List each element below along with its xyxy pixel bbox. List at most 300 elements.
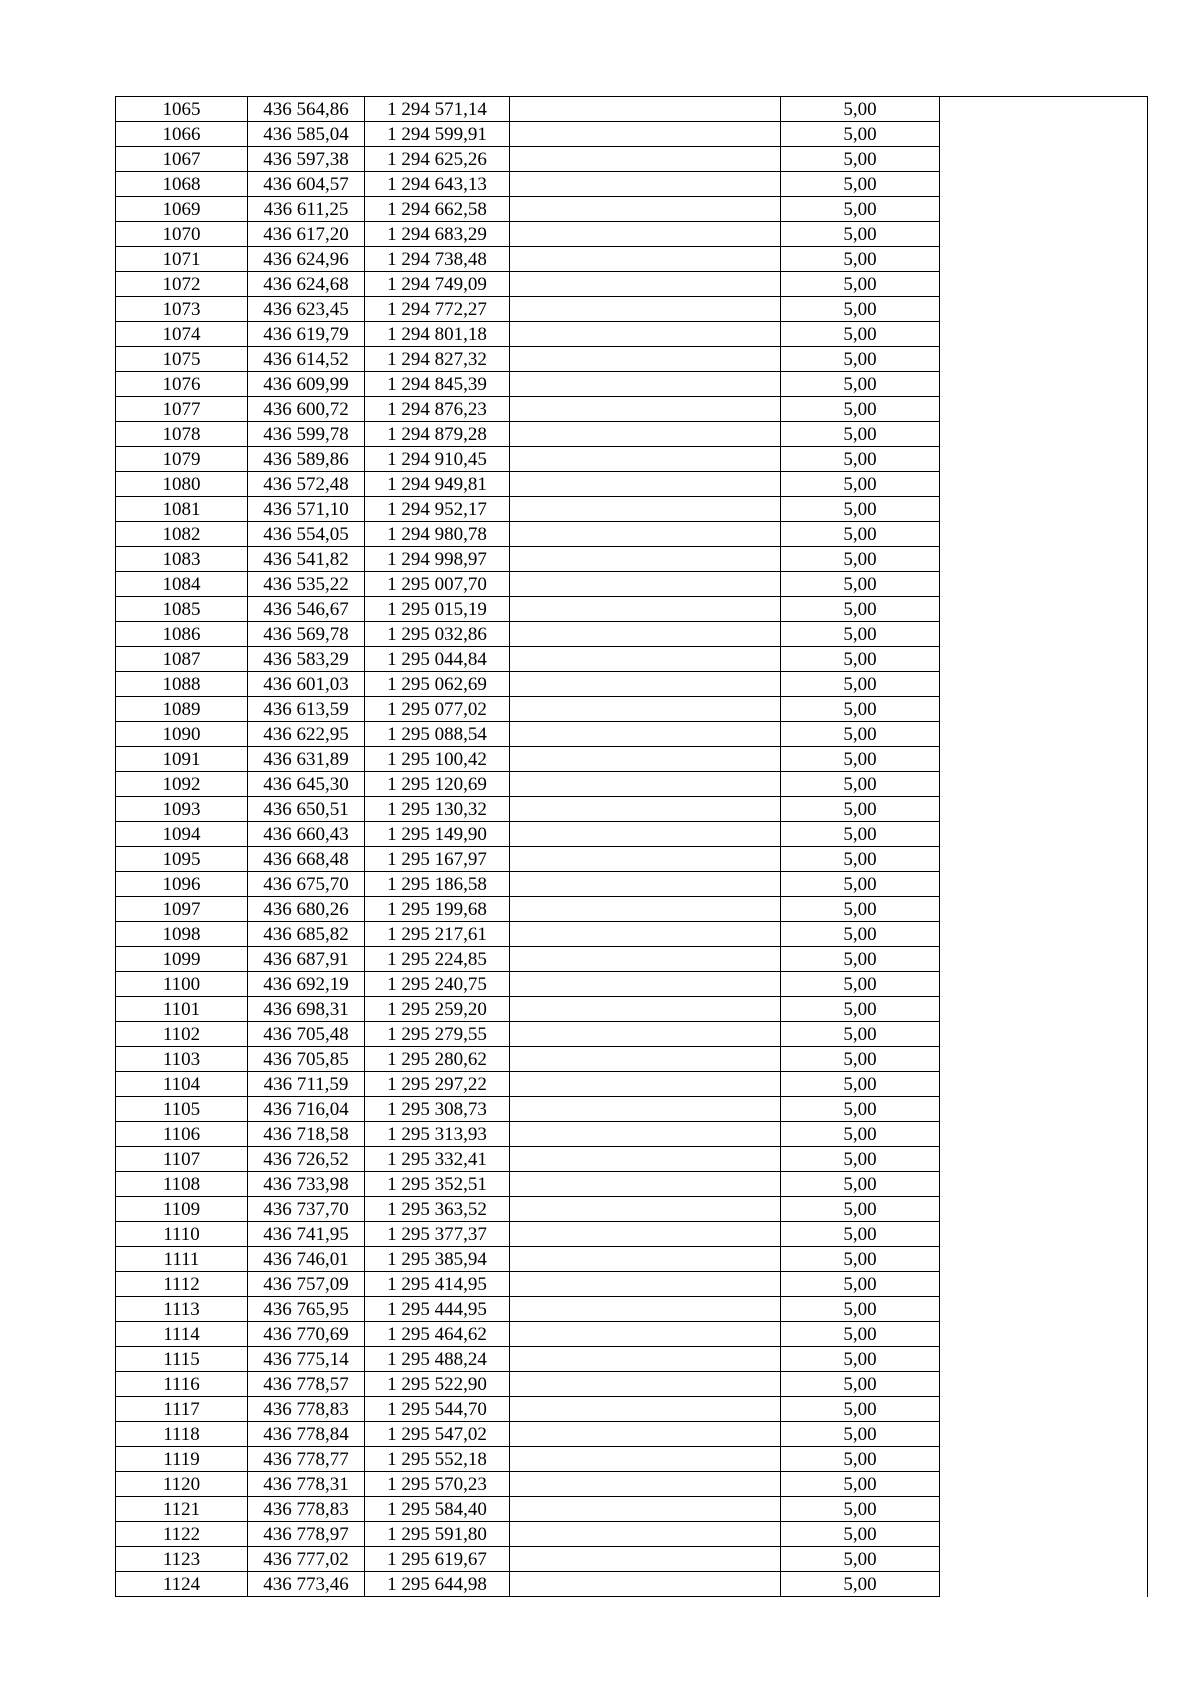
accuracy-cell: 5,00 [781, 222, 940, 247]
y-coordinate-cell: 1 294 643,13 [365, 172, 510, 197]
table-row [116, 597, 1148, 622]
y-coordinate-cell: 1 295 313,93 [365, 1122, 510, 1147]
empty-cell [510, 397, 781, 422]
table-row [116, 697, 1148, 722]
accuracy-cell: 5,00 [781, 1397, 940, 1422]
y-coordinate-cell: 1 295 488,24 [365, 1347, 510, 1372]
note-cell [940, 97, 1148, 122]
note-cell [940, 1347, 1148, 1372]
table-row [116, 1197, 1148, 1222]
point-number-cell: 1091 [116, 747, 248, 772]
x-coordinate-cell: 436 571,10 [248, 497, 365, 522]
empty-cell [510, 1272, 781, 1297]
empty-cell [510, 797, 781, 822]
x-coordinate-cell: 436 726,52 [248, 1147, 365, 1172]
accuracy-cell: 5,00 [781, 472, 940, 497]
y-coordinate-cell: 1 295 308,73 [365, 1097, 510, 1122]
accuracy-cell: 5,00 [781, 1372, 940, 1397]
y-coordinate-cell: 1 295 297,22 [365, 1072, 510, 1097]
x-coordinate-cell: 436 680,26 [248, 897, 365, 922]
point-number-cell: 1092 [116, 772, 248, 797]
table-row [116, 572, 1148, 597]
y-coordinate-cell: 1 295 570,23 [365, 1472, 510, 1497]
note-cell [940, 822, 1148, 847]
point-number-cell: 1089 [116, 697, 248, 722]
accuracy-cell: 5,00 [781, 1572, 940, 1597]
x-coordinate-cell: 436 765,95 [248, 1297, 365, 1322]
note-cell [940, 972, 1148, 997]
note-cell [940, 1572, 1148, 1597]
point-number-cell: 1098 [116, 922, 248, 947]
x-coordinate-cell: 436 650,51 [248, 797, 365, 822]
point-number-cell: 1066 [116, 122, 248, 147]
y-coordinate-cell: 1 295 644,98 [365, 1572, 510, 1597]
table-row [116, 122, 1148, 147]
empty-cell [510, 372, 781, 397]
y-coordinate-cell: 1 294 571,14 [365, 97, 510, 122]
y-coordinate-cell: 1 295 544,70 [365, 1397, 510, 1422]
point-number-cell: 1078 [116, 422, 248, 447]
empty-cell [510, 1297, 781, 1322]
accuracy-cell: 5,00 [781, 947, 940, 972]
x-coordinate-cell: 436 685,82 [248, 922, 365, 947]
accuracy-cell: 5,00 [781, 272, 940, 297]
y-coordinate-cell: 1 295 619,67 [365, 1547, 510, 1572]
x-coordinate-cell: 436 600,72 [248, 397, 365, 422]
x-coordinate-cell: 436 675,70 [248, 872, 365, 897]
empty-cell [510, 922, 781, 947]
note-cell [940, 147, 1148, 172]
x-coordinate-cell: 436 611,25 [248, 197, 365, 222]
empty-cell [510, 472, 781, 497]
table-row [116, 322, 1148, 347]
accuracy-cell: 5,00 [781, 697, 940, 722]
x-coordinate-cell: 436 589,86 [248, 447, 365, 472]
table-row [116, 447, 1148, 472]
empty-cell [510, 1397, 781, 1422]
accuracy-cell: 5,00 [781, 722, 940, 747]
note-cell [940, 922, 1148, 947]
point-number-cell: 1081 [116, 497, 248, 522]
point-number-cell: 1103 [116, 1047, 248, 1072]
empty-cell [510, 1572, 781, 1597]
accuracy-cell: 5,00 [781, 247, 940, 272]
note-cell [940, 1097, 1148, 1122]
note-cell [940, 747, 1148, 772]
x-coordinate-cell: 436 705,85 [248, 1047, 365, 1072]
empty-cell [510, 1347, 781, 1372]
point-number-cell: 1119 [116, 1447, 248, 1472]
y-coordinate-cell: 1 295 552,18 [365, 1447, 510, 1472]
note-cell [940, 1047, 1148, 1072]
empty-cell [510, 297, 781, 322]
x-coordinate-cell: 436 733,98 [248, 1172, 365, 1197]
x-coordinate-cell: 436 609,99 [248, 372, 365, 397]
point-number-cell: 1080 [116, 472, 248, 497]
y-coordinate-cell: 1 295 199,68 [365, 897, 510, 922]
accuracy-cell: 5,00 [781, 897, 940, 922]
x-coordinate-cell: 436 770,69 [248, 1322, 365, 1347]
note-cell [940, 597, 1148, 622]
y-coordinate-cell: 1 294 876,23 [365, 397, 510, 422]
accuracy-cell: 5,00 [781, 1422, 940, 1447]
empty-cell [510, 1197, 781, 1222]
note-cell [940, 697, 1148, 722]
x-coordinate-cell: 436 541,82 [248, 547, 365, 572]
table-row [116, 972, 1148, 997]
accuracy-cell: 5,00 [781, 1147, 940, 1172]
note-cell [940, 347, 1148, 372]
coordinates-table-body [116, 97, 1148, 1597]
empty-cell [510, 697, 781, 722]
empty-cell [510, 172, 781, 197]
y-coordinate-cell: 1 295 015,19 [365, 597, 510, 622]
note-cell [940, 1222, 1148, 1247]
table-row [116, 1547, 1148, 1572]
table-row [116, 847, 1148, 872]
table-row [116, 1097, 1148, 1122]
x-coordinate-cell: 436 604,57 [248, 172, 365, 197]
x-coordinate-cell: 436 737,70 [248, 1197, 365, 1222]
x-coordinate-cell: 436 624,68 [248, 272, 365, 297]
empty-cell [510, 1022, 781, 1047]
accuracy-cell: 5,00 [781, 347, 940, 372]
accuracy-cell: 5,00 [781, 372, 940, 397]
table-row [116, 1297, 1148, 1322]
point-number-cell: 1090 [116, 722, 248, 747]
y-coordinate-cell: 1 295 062,69 [365, 672, 510, 697]
accuracy-cell: 5,00 [781, 1247, 940, 1272]
y-coordinate-cell: 1 295 363,52 [365, 1197, 510, 1222]
note-cell [940, 1497, 1148, 1522]
accuracy-cell: 5,00 [781, 822, 940, 847]
point-number-cell: 1088 [116, 672, 248, 697]
note-cell [940, 1472, 1148, 1497]
point-number-cell: 1121 [116, 1497, 248, 1522]
point-number-cell: 1070 [116, 222, 248, 247]
accuracy-cell: 5,00 [781, 172, 940, 197]
point-number-cell: 1116 [116, 1372, 248, 1397]
x-coordinate-cell: 436 668,48 [248, 847, 365, 872]
note-cell [940, 372, 1148, 397]
empty-cell [510, 147, 781, 172]
y-coordinate-cell: 1 295 100,42 [365, 747, 510, 772]
empty-cell [510, 547, 781, 572]
x-coordinate-cell: 436 716,04 [248, 1097, 365, 1122]
accuracy-cell: 5,00 [781, 1522, 940, 1547]
x-coordinate-cell: 436 741,95 [248, 1222, 365, 1247]
note-cell [940, 322, 1148, 347]
accuracy-cell: 5,00 [781, 147, 940, 172]
y-coordinate-cell: 1 295 279,55 [365, 1022, 510, 1047]
note-cell [940, 1397, 1148, 1422]
note-cell [940, 622, 1148, 647]
x-coordinate-cell: 436 775,14 [248, 1347, 365, 1372]
accuracy-cell: 5,00 [781, 572, 940, 597]
note-cell [940, 797, 1148, 822]
y-coordinate-cell: 1 295 547,02 [365, 1422, 510, 1447]
empty-cell [510, 1522, 781, 1547]
empty-cell [510, 197, 781, 222]
note-cell [940, 1147, 1148, 1172]
y-coordinate-cell: 1 294 749,09 [365, 272, 510, 297]
y-coordinate-cell: 1 295 007,70 [365, 572, 510, 597]
table-row [116, 1397, 1148, 1422]
x-coordinate-cell: 436 619,79 [248, 322, 365, 347]
point-number-cell: 1104 [116, 1072, 248, 1097]
accuracy-cell: 5,00 [781, 1297, 940, 1322]
empty-cell [510, 1047, 781, 1072]
x-coordinate-cell: 436 777,02 [248, 1547, 365, 1572]
y-coordinate-cell: 1 294 683,29 [365, 222, 510, 247]
accuracy-cell: 5,00 [781, 872, 940, 897]
point-number-cell: 1072 [116, 272, 248, 297]
note-cell [940, 222, 1148, 247]
x-coordinate-cell: 436 757,09 [248, 1272, 365, 1297]
empty-cell [510, 1472, 781, 1497]
y-coordinate-cell: 1 295 280,62 [365, 1047, 510, 1072]
note-cell [940, 272, 1148, 297]
accuracy-cell: 5,00 [781, 972, 940, 997]
x-coordinate-cell: 436 778,97 [248, 1522, 365, 1547]
x-coordinate-cell: 436 687,91 [248, 947, 365, 972]
table-row [116, 1022, 1148, 1047]
accuracy-cell: 5,00 [781, 547, 940, 572]
point-number-cell: 1111 [116, 1247, 248, 1272]
point-number-cell: 1117 [116, 1397, 248, 1422]
y-coordinate-cell: 1 294 662,58 [365, 197, 510, 222]
point-number-cell: 1086 [116, 622, 248, 647]
accuracy-cell: 5,00 [781, 1272, 940, 1297]
accuracy-cell: 5,00 [781, 797, 940, 822]
x-coordinate-cell: 436 585,04 [248, 122, 365, 147]
note-cell [940, 897, 1148, 922]
empty-cell [510, 1372, 781, 1397]
table-row [116, 172, 1148, 197]
x-coordinate-cell: 436 778,77 [248, 1447, 365, 1472]
table-row [116, 497, 1148, 522]
table-row [116, 1372, 1148, 1397]
table-row [116, 97, 1148, 122]
table-row [116, 547, 1148, 572]
x-coordinate-cell: 436 599,78 [248, 422, 365, 447]
y-coordinate-cell: 1 295 217,61 [365, 922, 510, 947]
x-coordinate-cell: 436 718,58 [248, 1122, 365, 1147]
table-row [116, 947, 1148, 972]
accuracy-cell: 5,00 [781, 847, 940, 872]
point-number-cell: 1124 [116, 1572, 248, 1597]
empty-cell [510, 1422, 781, 1447]
x-coordinate-cell: 436 660,43 [248, 822, 365, 847]
empty-cell [510, 747, 781, 772]
note-cell [940, 1022, 1148, 1047]
y-coordinate-cell: 1 294 952,17 [365, 497, 510, 522]
note-cell [940, 947, 1148, 972]
x-coordinate-cell: 436 624,96 [248, 247, 365, 272]
table-row [116, 197, 1148, 222]
empty-cell [510, 122, 781, 147]
point-number-cell: 1120 [116, 1472, 248, 1497]
empty-cell [510, 947, 781, 972]
table-row [116, 647, 1148, 672]
y-coordinate-cell: 1 294 980,78 [365, 522, 510, 547]
note-cell [940, 647, 1148, 672]
x-coordinate-cell: 436 645,30 [248, 772, 365, 797]
y-coordinate-cell: 1 295 120,69 [365, 772, 510, 797]
table-row [116, 1172, 1148, 1197]
x-coordinate-cell: 436 583,29 [248, 647, 365, 672]
accuracy-cell: 5,00 [781, 1547, 940, 1572]
point-number-cell: 1085 [116, 597, 248, 622]
table-row [116, 1422, 1148, 1447]
accuracy-cell: 5,00 [781, 672, 940, 697]
x-coordinate-cell: 436 778,83 [248, 1397, 365, 1422]
table-row [116, 1572, 1148, 1597]
empty-cell [510, 847, 781, 872]
y-coordinate-cell: 1 295 385,94 [365, 1247, 510, 1272]
point-number-cell: 1068 [116, 172, 248, 197]
accuracy-cell: 5,00 [781, 1447, 940, 1472]
note-cell [940, 1297, 1148, 1322]
note-cell [940, 1197, 1148, 1222]
note-cell [940, 422, 1148, 447]
accuracy-cell: 5,00 [781, 1097, 940, 1122]
y-coordinate-cell: 1 295 186,58 [365, 872, 510, 897]
x-coordinate-cell: 436 554,05 [248, 522, 365, 547]
point-number-cell: 1115 [116, 1347, 248, 1372]
empty-cell [510, 722, 781, 747]
table-row [116, 1072, 1148, 1097]
y-coordinate-cell: 1 295 077,02 [365, 697, 510, 722]
note-cell [940, 1247, 1148, 1272]
accuracy-cell: 5,00 [781, 597, 940, 622]
point-number-cell: 1114 [116, 1322, 248, 1347]
y-coordinate-cell: 1 294 801,18 [365, 322, 510, 347]
point-number-cell: 1065 [116, 97, 248, 122]
point-number-cell: 1122 [116, 1522, 248, 1547]
note-cell [940, 1122, 1148, 1147]
x-coordinate-cell: 436 631,89 [248, 747, 365, 772]
empty-cell [510, 1247, 781, 1272]
y-coordinate-cell: 1 295 088,54 [365, 722, 510, 747]
note-cell [940, 1072, 1148, 1097]
point-number-cell: 1099 [116, 947, 248, 972]
table-row [116, 722, 1148, 747]
point-number-cell: 1083 [116, 547, 248, 572]
table-row [116, 1522, 1148, 1547]
empty-cell [510, 447, 781, 472]
empty-cell [510, 597, 781, 622]
table-row [116, 997, 1148, 1022]
x-coordinate-cell: 436 746,01 [248, 1247, 365, 1272]
y-coordinate-cell: 1 295 044,84 [365, 647, 510, 672]
table-row [116, 1272, 1148, 1297]
accuracy-cell: 5,00 [781, 1022, 940, 1047]
point-number-cell: 1093 [116, 797, 248, 822]
x-coordinate-cell: 436 778,31 [248, 1472, 365, 1497]
empty-cell [510, 1497, 781, 1522]
accuracy-cell: 5,00 [781, 122, 940, 147]
x-coordinate-cell: 436 705,48 [248, 1022, 365, 1047]
table-row [116, 247, 1148, 272]
empty-cell [510, 672, 781, 697]
point-number-cell: 1101 [116, 997, 248, 1022]
table-row [116, 347, 1148, 372]
empty-cell [510, 872, 781, 897]
point-number-cell: 1102 [116, 1022, 248, 1047]
x-coordinate-cell: 436 601,03 [248, 672, 365, 697]
table-row [116, 1347, 1148, 1372]
point-number-cell: 1110 [116, 1222, 248, 1247]
note-cell [940, 122, 1148, 147]
empty-cell [510, 222, 781, 247]
point-number-cell: 1082 [116, 522, 248, 547]
point-number-cell: 1108 [116, 1172, 248, 1197]
point-number-cell: 1084 [116, 572, 248, 597]
table-row [116, 1322, 1148, 1347]
y-coordinate-cell: 1 295 377,37 [365, 1222, 510, 1247]
note-cell [940, 1422, 1148, 1447]
y-coordinate-cell: 1 294 879,28 [365, 422, 510, 447]
accuracy-cell: 5,00 [781, 747, 940, 772]
accuracy-cell: 5,00 [781, 1072, 940, 1097]
note-cell [940, 547, 1148, 572]
point-number-cell: 1069 [116, 197, 248, 222]
accuracy-cell: 5,00 [781, 1472, 940, 1497]
table-row [116, 1222, 1148, 1247]
point-number-cell: 1109 [116, 1197, 248, 1222]
table-row [116, 1122, 1148, 1147]
x-coordinate-cell: 436 692,19 [248, 972, 365, 997]
point-number-cell: 1067 [116, 147, 248, 172]
x-coordinate-cell: 436 773,46 [248, 1572, 365, 1597]
empty-cell [510, 772, 781, 797]
note-cell [940, 397, 1148, 422]
empty-cell [510, 972, 781, 997]
point-number-cell: 1074 [116, 322, 248, 347]
empty-cell [510, 997, 781, 1022]
accuracy-cell: 5,00 [781, 1222, 940, 1247]
point-number-cell: 1100 [116, 972, 248, 997]
y-coordinate-cell: 1 295 584,40 [365, 1497, 510, 1522]
accuracy-cell: 5,00 [781, 772, 940, 797]
accuracy-cell: 5,00 [781, 1347, 940, 1372]
accuracy-cell: 5,00 [781, 97, 940, 122]
accuracy-cell: 5,00 [781, 1322, 940, 1347]
accuracy-cell: 5,00 [781, 1172, 940, 1197]
point-number-cell: 1096 [116, 872, 248, 897]
empty-cell [510, 422, 781, 447]
y-coordinate-cell: 1 295 332,41 [365, 1147, 510, 1172]
note-cell [940, 297, 1148, 322]
y-coordinate-cell: 1 295 444,95 [365, 1297, 510, 1322]
table-row [116, 1447, 1148, 1472]
point-number-cell: 1097 [116, 897, 248, 922]
note-cell [940, 1322, 1148, 1347]
y-coordinate-cell: 1 294 910,45 [365, 447, 510, 472]
empty-cell [510, 1147, 781, 1172]
accuracy-cell: 5,00 [781, 397, 940, 422]
point-number-cell: 1075 [116, 347, 248, 372]
table-row [116, 522, 1148, 547]
y-coordinate-cell: 1 295 352,51 [365, 1172, 510, 1197]
accuracy-cell: 5,00 [781, 1047, 940, 1072]
x-coordinate-cell: 436 778,57 [248, 1372, 365, 1397]
y-coordinate-cell: 1 295 032,86 [365, 622, 510, 647]
point-number-cell: 1077 [116, 397, 248, 422]
table-row [116, 422, 1148, 447]
y-coordinate-cell: 1 295 130,32 [365, 797, 510, 822]
